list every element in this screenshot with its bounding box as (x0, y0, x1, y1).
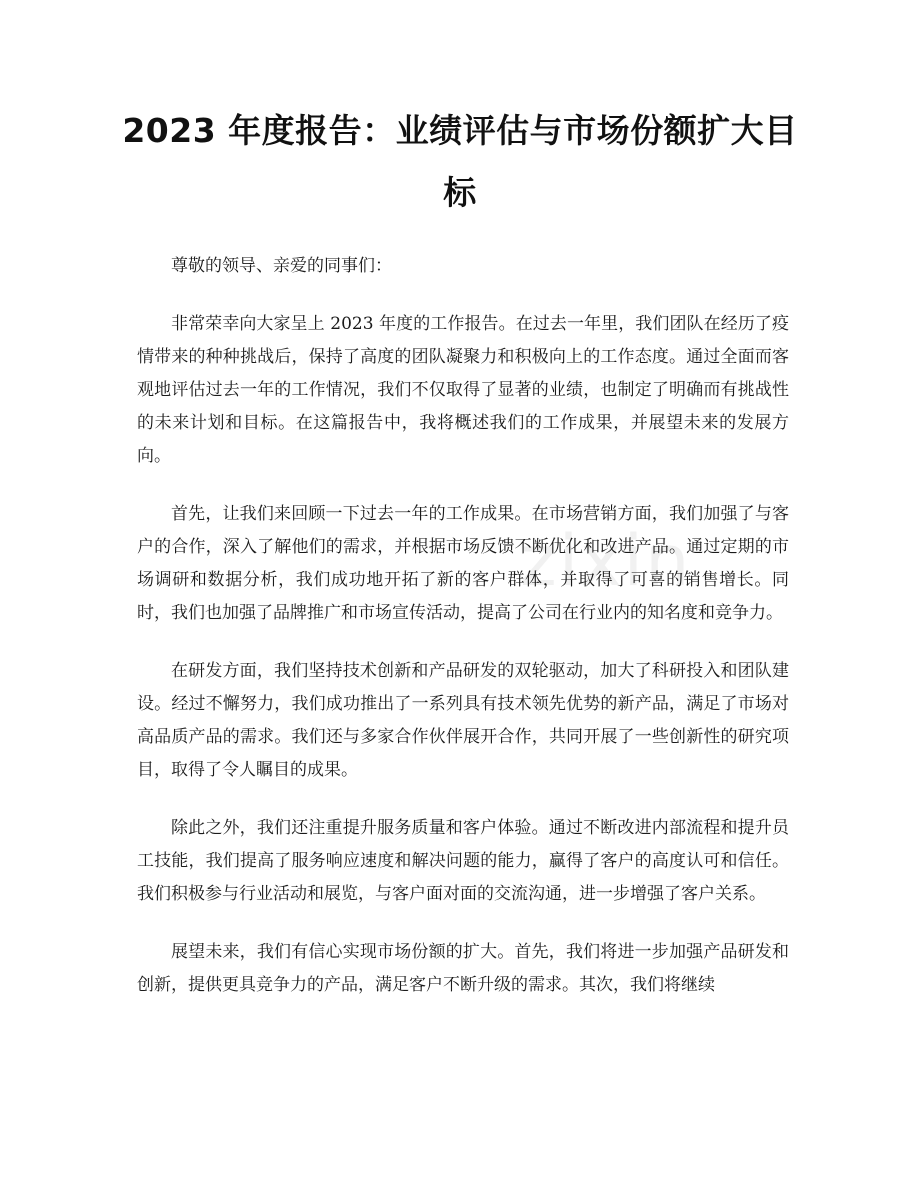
watermark: zixin (520, 520, 692, 602)
salutation: 尊敬的领导、亲爱的同事们： (171, 256, 392, 276)
paragraph-5: 展望未来，我们有信心实现市场份额的扩大。首先，我们将进一步加强产品研发和创新，提供更具竞争力的产品，满足客户不断升级的需求。其次，我们将继续 (137, 942, 789, 995)
paragraph-4: 除此之外，我们还注重提升服务质量和客户体验。通过不断改进内部流程和提升员工技能，我们提高了服务响应速度和解决问题的能力，赢得了客户的高度认可和信任。我们积极参与行业活动和展览，与客户面对面的交流沟通，进一步增强了客户关系。 (137, 818, 789, 904)
document-body (137, 250, 789, 1027)
document-title: 2023 年度报告：业绩评估与市场份额扩大目标 (122, 111, 798, 212)
paragraph-1: 非常荣幸向大家呈上 2023 年度的工作报告。在过去一年里，我们团队在经历了疫情带来的种种挑战后，保持了高度的团队凝聚力和积极向上的工作态度。通过全面而客观地评估过去一年的工作情况，我们不仅取得了显著的业绩，也制定了明确而有挑战性的未来计划和目标。在这篇报告中，我将概述我们的工作成果，并展望未来的发展方向。 (137, 314, 789, 466)
paragraph-3: 在研发方面，我们坚持技术创新和产品研发的双轮驱动，加大了科研投入和团队建设。经过不懈努力，我们成功推出了一系列具有技术领先优势的新产品，满足了市场对高品质产品的需求。我们还与多家合作伙伴展开合作，共同开展了一些创新性的研究项目，取得了令人瞩目的成果。 (137, 661, 789, 780)
paragraph-2: 首先，让我们来回顾一下过去一年的工作成果。在市场营销方面，我们加强了与客户的合作，深入了解他们的需求，并根据市场反馈不断优化和改进产品。通过定期的市场调研和数据分析，我们成功地开拓了新的客户群体，并取得了可喜的销售增长。同时，我们也加强了品牌推广和市场宣传活动，提高了公司在行业内的知名度和竞争力。 (137, 504, 789, 623)
